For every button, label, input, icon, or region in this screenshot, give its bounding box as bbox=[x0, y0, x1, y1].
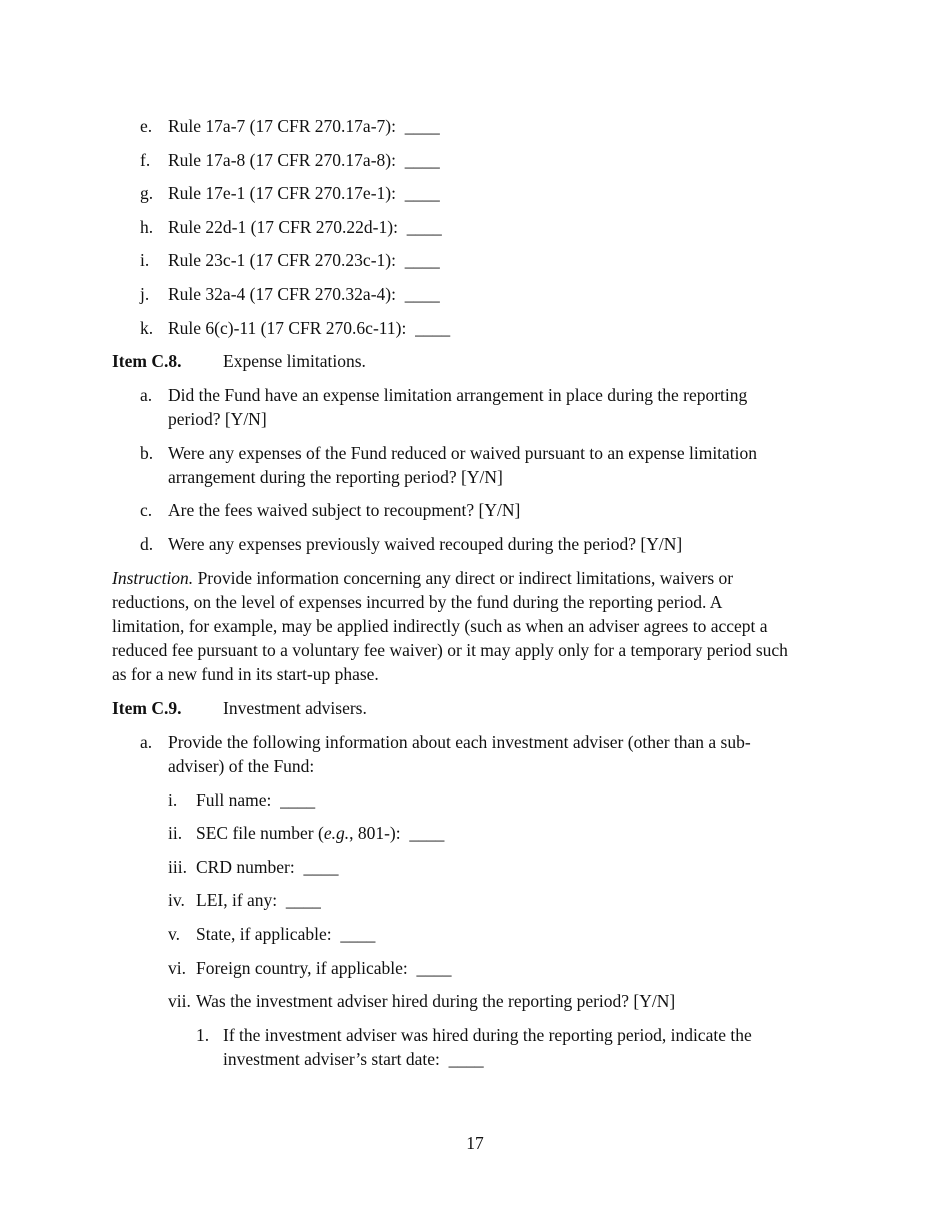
list-item-text: Rule 32a-4 (17 CFR 270.32a-4): bbox=[168, 284, 396, 304]
list-item-text: Rule 17a-8 (17 CFR 270.17a-8): bbox=[168, 150, 396, 170]
field-label-em: e.g. bbox=[323, 823, 350, 843]
list-marker: g. bbox=[140, 183, 154, 203]
list-marker: d. bbox=[140, 534, 154, 554]
answer-blank: ____ bbox=[404, 284, 440, 304]
list-marker: iii. bbox=[168, 857, 187, 877]
field-label: LEI, if any: bbox=[196, 890, 278, 910]
item-c8-title: Expense limitations. bbox=[223, 351, 366, 371]
list-marker: i. bbox=[168, 790, 178, 810]
item-c8-label: Item C.8. bbox=[112, 351, 182, 371]
list-marker: v. bbox=[168, 924, 180, 944]
field-label: Full name: bbox=[196, 790, 272, 810]
answer-blank: ____ bbox=[285, 890, 321, 910]
answer-blank: ____ bbox=[415, 318, 451, 338]
answer-blank: ____ bbox=[280, 790, 316, 810]
list-marker: iv. bbox=[168, 890, 185, 910]
item-c9-title: Investment advisers. bbox=[223, 698, 367, 718]
instruction-label: Instruction. bbox=[112, 568, 194, 588]
instruction-text: reductions, on the level of expenses incurred by the fund during the reporting period. A bbox=[112, 592, 723, 612]
list-marker: b. bbox=[140, 443, 154, 463]
answer-blank: ____ bbox=[404, 150, 440, 170]
answer-blank: ____ bbox=[404, 116, 440, 136]
instruction-text: Provide information concerning any direct or indirect limitations, waivers or bbox=[193, 568, 734, 588]
instruction-text: reduced fee pursuant to a voluntary fee waiver) or it may apply only for a temporary period such bbox=[112, 640, 788, 660]
field-label: CRD number: bbox=[196, 857, 295, 877]
field-label: State, if applicable: bbox=[196, 924, 332, 944]
list-item-text: Rule 17e-1 (17 CFR 270.17e-1): bbox=[168, 183, 396, 203]
list-item-text: Rule 17a-7 (17 CFR 270.17a-7): bbox=[168, 116, 396, 136]
list-item-text: Rule 23c-1 (17 CFR 270.23c-1): bbox=[168, 250, 396, 270]
item-c9-label: Item C.9. bbox=[112, 698, 182, 718]
question-text: Was the investment adviser hired during the reporting period? [Y/N] bbox=[196, 991, 676, 1011]
question-text: Did the Fund have an expense limitation arrangement in place during the reporting bbox=[168, 385, 748, 405]
list-marker: vii. bbox=[168, 991, 191, 1011]
list-marker: i. bbox=[140, 250, 150, 270]
question-text: Were any expenses previously waived recouped during the period? [Y/N] bbox=[168, 534, 683, 554]
answer-blank: ____ bbox=[409, 823, 445, 843]
answer-blank: ____ bbox=[448, 1049, 484, 1069]
question-text: period? [Y/N] bbox=[168, 409, 267, 429]
instruction-text: as for a new fund in its start-up phase. bbox=[112, 664, 379, 684]
list-marker: a. bbox=[140, 385, 153, 405]
list-marker: e. bbox=[140, 116, 153, 136]
instruction-text: limitation, for example, may be applied indirectly (such as when an adviser agrees to accept a bbox=[112, 616, 768, 636]
list-marker: j. bbox=[140, 284, 150, 304]
question-text: investment adviser’s start date: bbox=[223, 1049, 440, 1069]
list-marker: vi. bbox=[168, 958, 186, 978]
list-marker: k. bbox=[140, 318, 154, 338]
question-text: Provide the following information about each investment adviser (other than a sub- bbox=[168, 732, 751, 752]
field-label: , 801-): bbox=[349, 823, 401, 843]
list-marker: a. bbox=[140, 732, 153, 752]
question-text: Were any expenses of the Fund reduced or waived pursuant to an expense limitation bbox=[168, 443, 758, 463]
answer-blank: ____ bbox=[303, 857, 339, 877]
list-marker: 1. bbox=[196, 1025, 210, 1045]
field-label: SEC file number ( bbox=[196, 823, 324, 843]
question-text: Are the fees waived subject to recoupment? [Y/N] bbox=[168, 500, 521, 520]
answer-blank: ____ bbox=[406, 217, 442, 237]
question-text: arrangement during the reporting period? [Y/N] bbox=[168, 467, 503, 487]
list-marker: c. bbox=[140, 500, 153, 520]
page-number: 17 bbox=[466, 1133, 484, 1153]
answer-blank: ____ bbox=[404, 183, 440, 203]
list-item-text: Rule 6(c)-11 (17 CFR 270.6c-11): bbox=[168, 318, 407, 338]
answer-blank: ____ bbox=[404, 250, 440, 270]
list-marker: ii. bbox=[168, 823, 183, 843]
list-item-text: Rule 22d-1 (17 CFR 270.22d-1): bbox=[168, 217, 398, 237]
list-marker: h. bbox=[140, 217, 154, 237]
field-label: Foreign country, if applicable: bbox=[196, 958, 408, 978]
answer-blank: ____ bbox=[340, 924, 376, 944]
list-marker: f. bbox=[140, 150, 151, 170]
question-text: adviser) of the Fund: bbox=[168, 756, 315, 776]
answer-blank: ____ bbox=[416, 958, 452, 978]
question-text: If the investment adviser was hired during the reporting period, indicate the bbox=[223, 1025, 752, 1045]
